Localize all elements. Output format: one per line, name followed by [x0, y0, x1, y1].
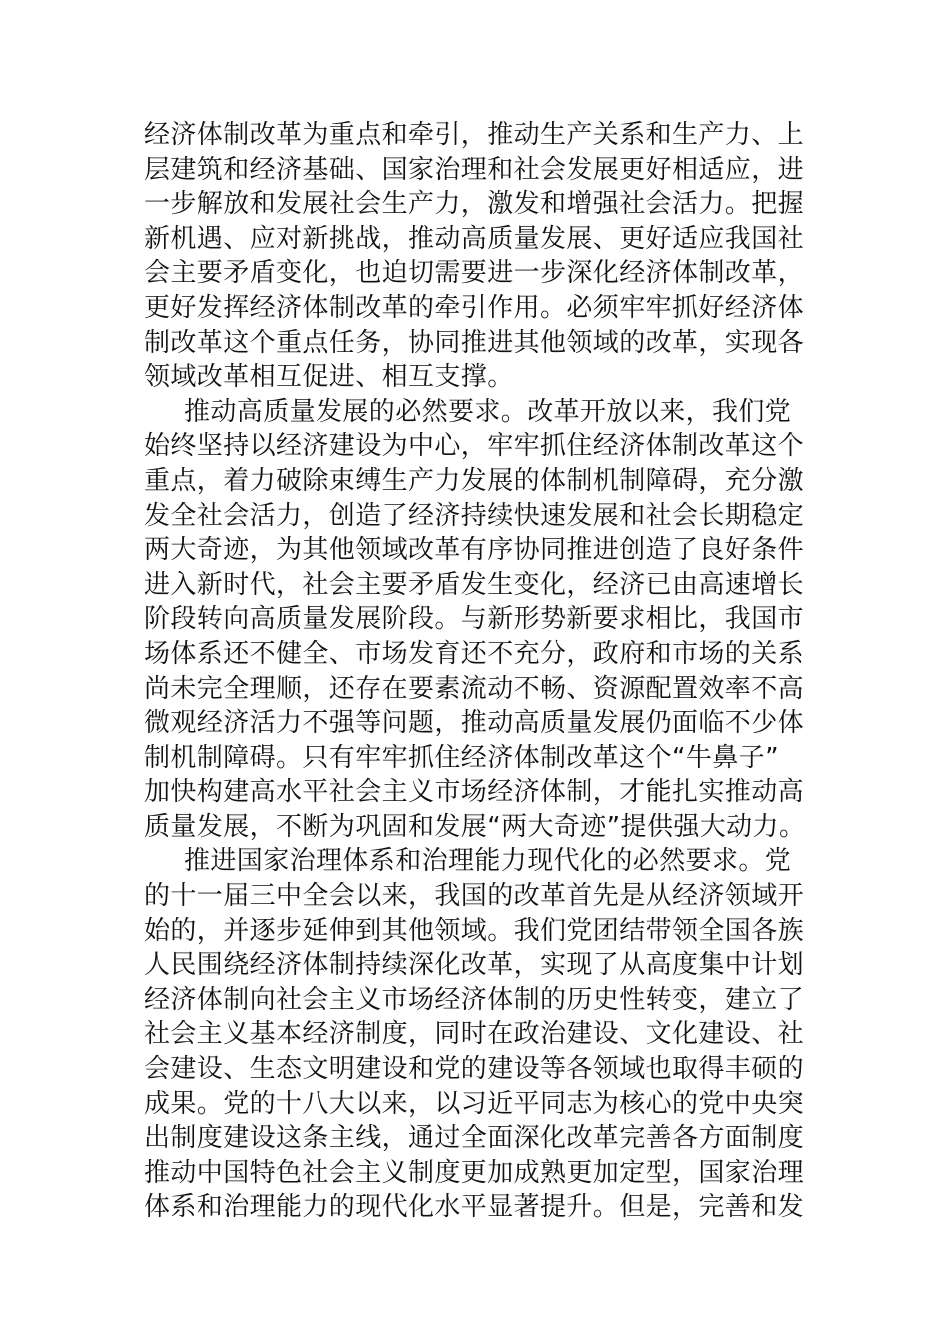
text-line: 制改革这个重点任务，协同推进其他领域的改革，实现各: [144, 327, 805, 358]
text-line: 发全社会活力，创造了经济持续快速发展和社会长期稳定: [144, 500, 805, 531]
text-line: 出制度建设这条主线，通过全面深化改革完善各方面制度: [144, 1123, 805, 1154]
text-line: 层建筑和经济基础、国家治理和社会发展更好相适应，进: [144, 154, 805, 185]
text-line: 加快构建高水平社会主义市场经济体制，才能扎实推动高: [144, 777, 805, 808]
text-line: 体系和治理能力的现代化水平显著提升。但是，完善和发: [144, 1192, 805, 1223]
text-line: 经济体制改革为重点和牵引，推动生产关系和生产力、上: [144, 120, 805, 150]
text-line: 人民围绕经济体制持续深化改革，实现了从高度集中计划: [144, 950, 805, 981]
text-line: 一步解放和发展社会生产力，激发和增强社会活力。把握: [144, 189, 805, 220]
text-line: 始终坚持以经济建设为中心，牢牢抓住经济体制改革这个: [144, 431, 805, 462]
text-line: 更好发挥经济体制改革的牵引作用。必须牢牢抓好经济体: [144, 292, 805, 323]
text-line: 会建设、生态文明建设和党的建设等各领域也取得丰硕的: [144, 1054, 805, 1085]
text-line: 尚未完全理顺，还存在要素流动不畅、资源配置效率不高: [144, 673, 805, 704]
paragraph-first-line: 推进国家治理体系和治理能力现代化的必然要求。党: [184, 846, 792, 877]
text-line: 会主要矛盾变化，也迫切需要进一步深化经济体制改革，: [144, 258, 805, 289]
text-line: 经济体制向社会主义市场经济体制的历史性转变，建立了: [144, 984, 805, 1015]
text-line: 质量发展，不断为巩固和发展“两大奇迹”提供强大动力。: [144, 811, 806, 842]
text-line: 阶段转向高质量发展阶段。与新形势新要求相比，我国市: [144, 604, 805, 635]
text-line: 场体系还不健全、市场发育还不充分，政府和市场的关系: [144, 638, 805, 669]
paragraph-first-line: 推动高质量发展的必然要求。改革开放以来，我们党: [184, 396, 792, 427]
text-line: 社会主义基本经济制度，同时在政治建设、文化建设、社: [144, 1019, 805, 1050]
text-line: 推动中国特色社会主义制度更加成熟更加定型，国家治理: [144, 1157, 805, 1188]
text-line: 领域改革相互促进、相互支撑。: [144, 362, 514, 393]
text-line: 重点，着力破除束缚生产力发展的体制机制障碍，充分激: [144, 465, 805, 496]
text-line: 成果。党的十八大以来，以习近平同志为核心的党中央突: [144, 1088, 805, 1119]
text-line: 的十一届三中全会以来，我国的改革首先是从经济领域开: [144, 881, 805, 912]
text-line: 两大奇迹，为其他领域改革有序协同推进创造了良好条件: [144, 535, 805, 566]
text-line: 新机遇、应对新挑战，推动高质量发展、更好适应我国社: [144, 223, 805, 254]
text-line: 进入新时代，社会主要矛盾发生变化，经济已由高速增长: [144, 569, 805, 600]
text-line: 微观经济活力不强等问题，推动高质量发展仍面临不少体: [144, 708, 805, 739]
text-line: 制机制障碍。只有牢牢抓住经济体制改革这个“牛鼻子”: [144, 742, 779, 773]
body-text: [144, 118, 814, 1225]
text-line: 始的，并逐步延伸到其他领域。我们党团结带领全国各族: [144, 915, 805, 946]
